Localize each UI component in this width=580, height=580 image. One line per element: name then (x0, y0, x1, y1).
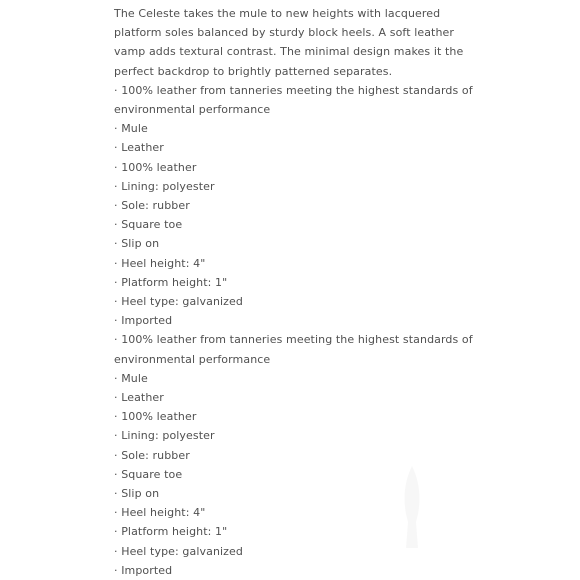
feature-item: · 100% leather (114, 160, 197, 174)
feature-item: · 100% leather (114, 410, 197, 424)
feature-item: · Slip on (114, 487, 160, 501)
feature-item: · Mule (114, 371, 148, 385)
feature-item: · Platform height: 1" (114, 525, 228, 539)
feature-item: · Leather (114, 391, 164, 405)
feature-item: · Imported (114, 314, 173, 328)
feature-item: · 100% leather from tanneries meeting the highest standards of environmental performance (114, 333, 473, 366)
feature-item: · Heel type: galvanized (114, 295, 244, 309)
feature-item: · Lining: polyester (114, 179, 215, 193)
feature-item: · Heel height: 4" (114, 256, 206, 270)
feature-item: · Leather (114, 141, 164, 155)
feature-item: · Platform height: 1" (114, 275, 228, 289)
feature-item: · Sole: rubber (114, 199, 190, 213)
feature-item: · Lining: polyester (114, 429, 215, 443)
feature-item: · Square toe (114, 467, 183, 481)
feature-item: · Mule (114, 122, 148, 136)
feature-item: · Sole: rubber (114, 448, 190, 462)
product-description: The Celeste takes the mule to new heights with lacquered platform soles balanced by sturdy block heels. A soft leather vamp adds textural contrast. The minimal design makes it the perfect backdrop to brightly patterned separates. (114, 7, 464, 78)
faint-watermark-icon (394, 462, 430, 552)
feature-item: · Square toe (114, 218, 183, 232)
feature-item: · Imported (114, 563, 173, 577)
feature-item: · Heel height: 4" (114, 506, 206, 520)
feature-item: · 100% leather from tanneries meeting the highest standards of environmental performance (114, 83, 473, 117)
feature-item: · Heel type: galvanized (114, 544, 244, 558)
feature-item: · Slip on (114, 237, 160, 251)
